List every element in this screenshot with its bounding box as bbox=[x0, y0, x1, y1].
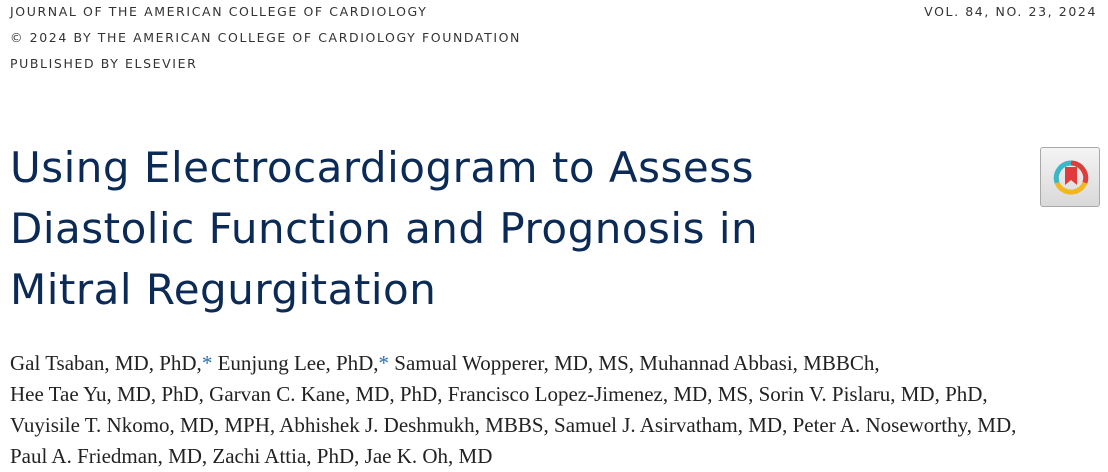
title-line-1: Using Electrocardiogram to Assess bbox=[10, 143, 754, 192]
publisher-line: PUBLISHED BY ELSEVIER bbox=[10, 56, 198, 71]
author-names: Samual Wopperer, MD, MS, Muhannad Abbasi, MBBCh, bbox=[389, 351, 880, 375]
author-name: Gal Tsaban, MD, PhD, bbox=[10, 351, 202, 375]
copyright-line: © 2024 BY THE AMERICAN COLLEGE OF CARDIOLOGY FOUNDATION bbox=[10, 30, 521, 45]
author-line-3: Vuyisile T. Nkomo, MD, MPH, Abhishek J. Deshmukh, MBBS, Samuel J. Asirvatham, MD, Peter A. Noseworthy, MD, bbox=[10, 413, 1017, 437]
equal-contribution-mark[interactable]: * bbox=[378, 351, 390, 375]
author-line-1 bbox=[10, 348, 1016, 379]
author-name: Eunjung Lee, PhD, bbox=[212, 351, 379, 375]
article-title bbox=[10, 137, 758, 320]
author-list bbox=[10, 348, 1016, 472]
title-line-3: Mitral Regurgitation bbox=[10, 265, 437, 314]
author-line-2: Hee Tae Yu, MD, PhD, Garvan C. Kane, MD, PhD, Francisco Lopez-Jimenez, MD, MS, Sorin V. Pislaru, MD, PhD, bbox=[10, 382, 988, 406]
check-for-updates-icon bbox=[1041, 148, 1101, 208]
title-line-2: Diastolic Function and Prognosis in bbox=[10, 204, 759, 253]
check-for-updates-button[interactable] bbox=[1040, 147, 1100, 207]
author-line-4: Paul A. Friedman, MD, Zachi Attia, PhD, Jae K. Oh, MD bbox=[10, 444, 493, 468]
equal-contribution-mark[interactable]: * bbox=[201, 351, 213, 375]
volume-issue: VOL. 84, NO. 23, 2024 bbox=[924, 4, 1097, 19]
journal-name: JOURNAL OF THE AMERICAN COLLEGE OF CARDIOLOGY bbox=[10, 4, 428, 19]
